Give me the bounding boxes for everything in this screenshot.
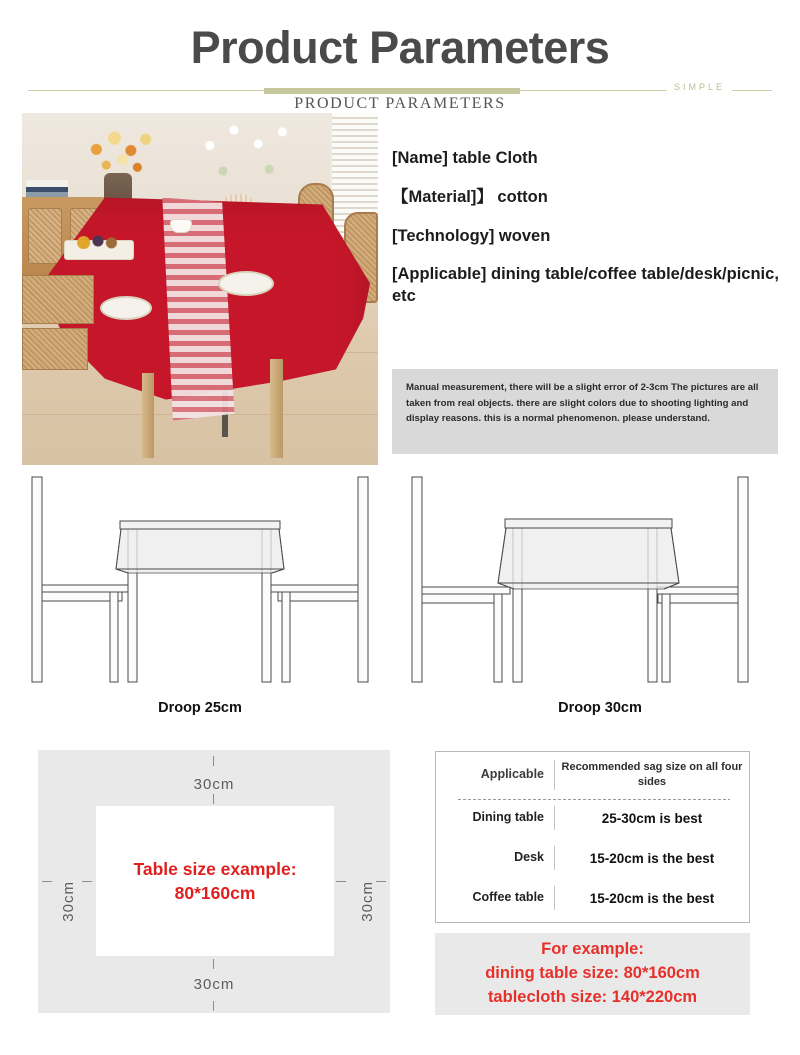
droop-30-label: Droop 30cm (558, 700, 642, 716)
page-title: Product Parameters (190, 22, 610, 73)
row-value-desk: 15-20cm is the best (589, 850, 715, 866)
spec-applicable: [Applicable] dining table/coffee table/desk/picnic, etc (392, 265, 779, 306)
row-label-desk: Desk (514, 850, 544, 865)
spec-name: [Name] table Cloth (392, 149, 538, 167)
photo-orange-flowers (80, 127, 162, 183)
table-surface-area (96, 806, 334, 956)
photo-table-leg-right (270, 359, 283, 458)
table-row (436, 798, 749, 838)
table-size-example-figure (38, 750, 390, 1013)
table-size-line2: 80*160cm (174, 883, 256, 903)
tick-bottom-inner (213, 959, 214, 969)
divider-accent-bar (264, 88, 520, 94)
droop-illustration-svg (0, 465, 800, 700)
example-title: For example: (541, 940, 644, 959)
tick-right-inner (336, 881, 346, 882)
tick-right-outer (376, 881, 386, 882)
table-header-underline (458, 799, 730, 800)
dim-left-label: 30cm (60, 881, 77, 922)
tick-top-inner (213, 794, 214, 804)
row-label-coffee-table: Coffee table (472, 890, 544, 905)
page-subtitle: PRODUCT PARAMETERS (294, 95, 506, 112)
dim-bottom-label: 30cm (193, 976, 235, 993)
photo-fruit (74, 233, 122, 249)
row-label-dining-table: Dining table (472, 810, 544, 825)
row-value-coffee-table: 15-20cm is the best (589, 890, 715, 906)
photo-rattan-chair-left-1 (22, 275, 94, 324)
photo-rattan-chair-left-2 (22, 328, 88, 370)
for-example-box (435, 933, 750, 1015)
table-header-row (436, 752, 749, 798)
dim-top-label: 30cm (193, 776, 235, 793)
droop-25-label: Droop 25cm (158, 700, 242, 716)
table-header-sag: Recommended sag size on all four sides (561, 761, 743, 788)
table-row (436, 838, 749, 878)
photo-white-blossom-branches (190, 120, 300, 204)
droop-25-diagram (32, 477, 368, 682)
photo-plate-left (100, 296, 152, 320)
tick-left-outer (42, 881, 52, 882)
divider-accent-label: SIMPLE (667, 82, 732, 92)
row-value-dining-table: 25-30cm is best (601, 810, 703, 826)
example-dining-table-size: dining table size: 80*160cm (485, 964, 700, 983)
droop-diagrams (0, 465, 800, 720)
spec-material: 【Material]】 cotton (392, 187, 548, 206)
photo-teacup (170, 219, 192, 233)
photo-table-leg-left (142, 373, 154, 457)
table-size-line1: Table size example: (133, 858, 297, 879)
spec-list (392, 148, 784, 308)
photo-rattan-panel-left (28, 208, 62, 264)
recommended-sag-table (435, 751, 750, 923)
table-header-applicable: Applicable (480, 767, 544, 782)
example-tablecloth-size: tablecloth size: 140*220cm (487, 987, 698, 1006)
dim-right-label: 30cm (359, 881, 376, 922)
spec-technology: [Technology] woven (392, 226, 551, 245)
disclaimer-note: Manual measurement, there will be a slight error of 2-3cm The pictures are all taken from real objects. there are slight colors due to shooting lighting and display reasons. this is a normal phenomenon. please understand. (392, 369, 778, 454)
table-row (436, 878, 749, 918)
droop-30-diagram (412, 477, 748, 682)
tick-bottom-outer (213, 1001, 214, 1011)
product-photo (22, 113, 378, 465)
photo-books (26, 180, 68, 198)
tick-left-inner (82, 881, 92, 882)
tick-top-outer (213, 756, 214, 766)
